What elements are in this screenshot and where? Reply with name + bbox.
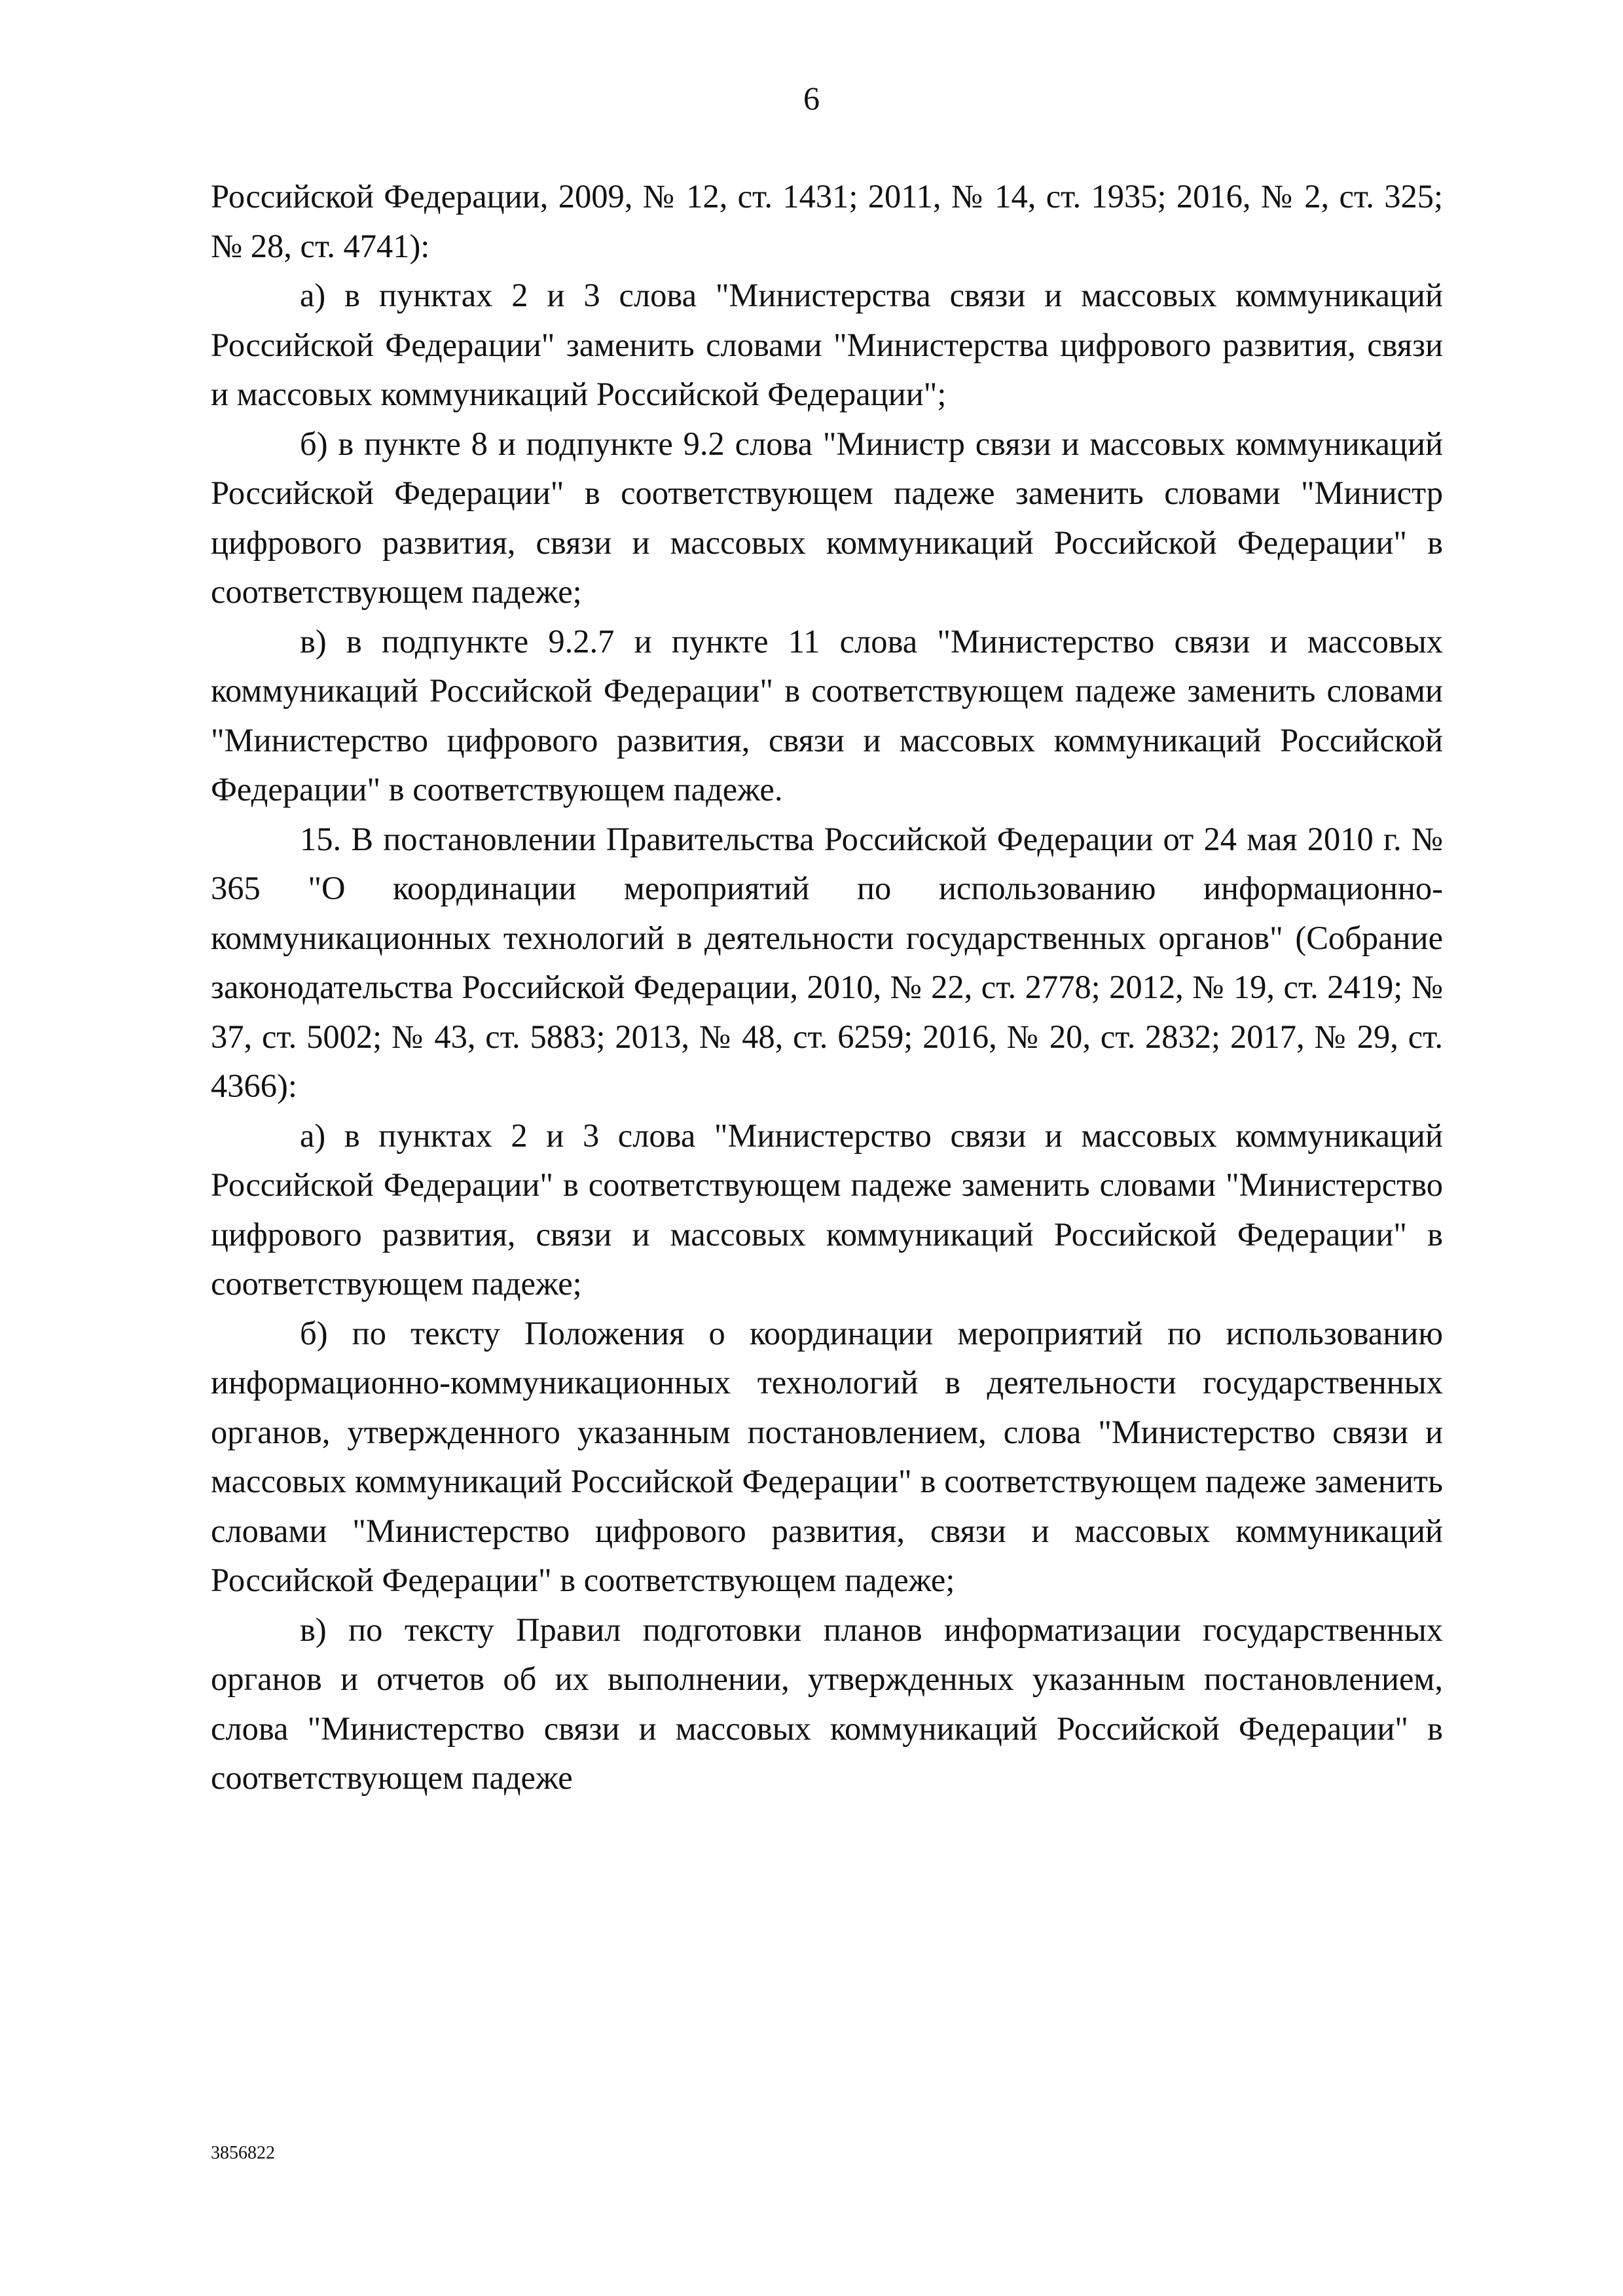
paragraph-item-b: б) в пункте 8 и подпункте 9.2 слова "Министр связи и массовых коммуникаций Российской Федерации" в соответствующем падеже заменить словами "Министр цифрового развития, связи и массовых коммуникаций Российской Федерации" в соответствующем падеже; [211, 425, 1443, 610]
paragraph-section-15: 15. В постановлении Правительства Российской Федерации от 24 мая 2010 г. № 365 "О координации мероприятий по использованию информационно-коммуникационных технологий в деятельности государственных органов" (Собрание законодательства Российской Федерации, 2010, № 22, ст. 2778; 2012, № 19, ст. 2419; № 37, ст. 5002; № 43, ст. 5883; 2013, № 48, ст. 6259; 2016, № 20, ст. 2832; 2017, № 29, ст. 4366): [211, 820, 1443, 1104]
paragraph-section-15-item-b: б) по тексту Положения о координации мероприятий по использованию информационно-коммуникационных технологий в деятельности государственных органов, утвержденного указанным постановлением, слова "Министерство связи и массовых коммуникаций Российской Федерации" в соответствующем падеже заменить словами "Министерство цифрового развития, связи и массовых коммуникаций Российской Федерации" в соответствующем падеже; [211, 1314, 1443, 1598]
document-id: 3856822 [211, 2143, 275, 2163]
paragraph-section-15-item-a: а) в пунктах 2 и 3 слова "Министерство связи и массовых коммуникаций Российской Федерации" в соответствующем падеже заменить словами "Министерство цифрового развития, связи и массовых коммуникаций Российской Федерации" в соответствующем падеже; [211, 1117, 1443, 1302]
paragraph-section-15-item-c: в) по тексту Правил подготовки планов информатизации государственных органов и отчетов об их выполнении, утвержденных указанным постановлением, слова "Министерство связи и массовых коммуникаций Российской Федерации" в соответствующем падеже [211, 1611, 1443, 1796]
page-number: 6 [803, 80, 820, 117]
paragraph-item-c: в) в подпункте 9.2.7 и пункте 11 слова "Министерство связи и массовых коммуникаций Российской Федерации" в соответствующем падеже заменить словами "Министерство цифрового развития, связи и массовых коммуникаций Российской Федерации" в соответствующем падеже. [211, 622, 1443, 808]
paragraph-item-a: а) в пунктах 2 и 3 слова "Министерства связи и массовых коммуникаций Российской Федерации" заменить словами "Министерства цифрового развития, связи и массовых коммуникаций Российской Федерации"; [211, 277, 1443, 412]
paragraph-continuation: Российской Федерации, 2009, № 12, ст. 1431; 2011, № 14, ст. 1935; 2016, № 2, ст. 325; № 28, ст. 4741): [211, 178, 1443, 264]
document-body [211, 172, 1443, 1803]
